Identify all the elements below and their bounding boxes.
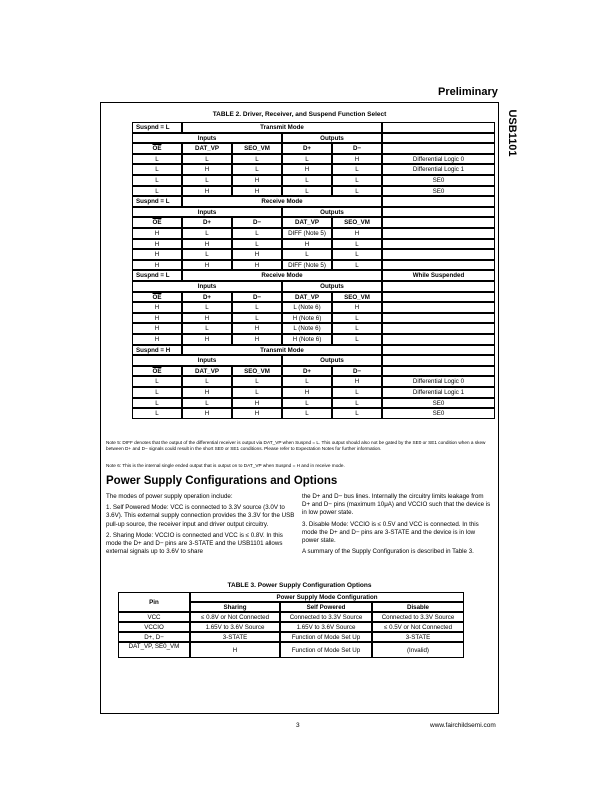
item-disable: 3. Disable Mode: VCCIO is ≤ 0.5V and VCC is connected. In this mode the D+ and D− pins are 3-STATE and the device is in low power state. xyxy=(302,520,479,545)
table-cell: L xyxy=(282,186,332,197)
table-cell: L xyxy=(332,408,382,419)
table-cell: DIFF (Note 5) xyxy=(282,260,332,271)
table-cell: H xyxy=(232,175,282,186)
column-header: $\overline{OE}$ xyxy=(132,143,182,154)
table-cell: H xyxy=(182,313,232,324)
table-cell: L xyxy=(332,260,382,271)
mode-extra-cell: While Suspended xyxy=(382,270,495,281)
table-cell: H xyxy=(332,302,382,313)
table-cell: Function of Mode Set Up xyxy=(280,642,372,658)
summary-text: A summary of the Supply Configuration is described in Table 3. xyxy=(302,548,474,556)
inputs-header: Inputs xyxy=(132,355,282,366)
table-cell: ≤ 0.8V or Not Connected xyxy=(190,612,280,622)
table-cell: SE0 xyxy=(382,408,495,419)
table-cell: VCC xyxy=(118,612,190,622)
side-title xyxy=(505,103,519,163)
table-cell: L xyxy=(132,186,182,197)
column-header: D+ xyxy=(282,366,332,377)
table-cell: L xyxy=(282,408,332,419)
table-cell: L xyxy=(332,334,382,345)
column-header: Self Powered xyxy=(280,602,372,612)
item-sharing: 2. Sharing Mode: VCCIO is connected and VCC is ≤ 0.8V. In this mode the D+ and D− pins are 3-STATE and the USB1101 allows external signals up to 3.6V to share xyxy=(106,531,283,556)
table2-title: TABLE 2. Driver, Receiver, and Suspend Function Select xyxy=(212,111,387,118)
table-cell: L xyxy=(132,398,182,409)
table-cell: H xyxy=(232,186,282,197)
column-header: $\overline{OE}$ xyxy=(132,292,182,303)
table-cell: H xyxy=(232,398,282,409)
table-cell: Differential Logic 0 xyxy=(382,154,495,165)
outputs-header: Outputs xyxy=(282,207,382,218)
table-cell: H xyxy=(332,228,382,239)
table-cell: H xyxy=(182,164,232,175)
table-cell: L xyxy=(132,154,182,165)
table-cell: H xyxy=(282,387,332,398)
table-cell: SE0 xyxy=(382,186,495,197)
table-cell: H xyxy=(132,302,182,313)
table-cell: L xyxy=(132,387,182,398)
table-cell: H xyxy=(282,164,332,175)
table-cell: 1.65V to 3.6V Source xyxy=(190,622,280,632)
table-cell: Differential Logic 1 xyxy=(382,387,495,398)
table-cell: H xyxy=(132,228,182,239)
table-cell: H xyxy=(182,408,232,419)
table-cell: ≤ 0.5V or Not Connected xyxy=(372,622,464,632)
mode-extra-cell xyxy=(382,345,495,356)
table-cell: H xyxy=(332,154,382,165)
blank-cell xyxy=(382,207,495,218)
column-header xyxy=(382,292,495,303)
table-cell: L xyxy=(232,387,282,398)
table-cell: L xyxy=(232,239,282,250)
table-cell: H xyxy=(232,334,282,345)
column-header: DAT_VP xyxy=(282,217,332,228)
column-header: SEO_VM xyxy=(232,143,282,154)
table-cell xyxy=(382,323,495,334)
table-cell: H (Note 6) xyxy=(282,334,332,345)
table-cell xyxy=(382,313,495,324)
inputs-header: Inputs xyxy=(132,281,282,292)
column-header: SEO_VM xyxy=(332,217,382,228)
table-cell: 1.65V to 3.6V Source xyxy=(280,622,372,632)
column-header: DAT_VP xyxy=(282,292,332,303)
side-title-text: USB1101 xyxy=(506,109,518,157)
table-cell: L xyxy=(282,249,332,260)
section-heading: Power Supply Configurations and Options xyxy=(106,475,338,487)
table-cell: H xyxy=(232,260,282,271)
inputs-header: Inputs xyxy=(132,207,282,218)
mode-label-cell: Suspnd = L xyxy=(132,122,182,133)
inputs-header: Inputs xyxy=(132,133,282,144)
table-cell: 3-STATE xyxy=(372,632,464,642)
table-cell: L xyxy=(332,387,382,398)
table-cell: H xyxy=(182,239,232,250)
column-header: D− xyxy=(232,217,282,228)
table-cell: 3-STATE xyxy=(190,632,280,642)
outputs-header: Outputs xyxy=(282,133,382,144)
pin-header: Pin xyxy=(118,592,190,612)
table-cell xyxy=(382,302,495,313)
table-cell: L xyxy=(132,376,182,387)
table-cell xyxy=(382,239,495,250)
table-cell: L xyxy=(232,164,282,175)
column-header: D+ xyxy=(282,143,332,154)
note-5: Note 5: DIFF denotes that the output of the differential receiver is output via DAT_VP when Suspnd = L. This output should also not be gated by the SE0 or SE1 condition when a skew between D+ and D− signals could result in the short SE0 or SE1 conditions. Please refer to Expectation Notes for further information. xyxy=(106,440,486,452)
table-cell: L xyxy=(182,249,232,260)
table-cell: DIFF (Note 5) xyxy=(282,228,332,239)
table-cell: D+, D− xyxy=(118,632,190,642)
outputs-header: Outputs xyxy=(282,281,382,292)
table-cell: Differential Logic 0 xyxy=(382,376,495,387)
table-cell: H xyxy=(232,249,282,260)
table-cell: L xyxy=(282,175,332,186)
table-cell: L xyxy=(182,376,232,387)
footer-url: www.fairchildsemi.com xyxy=(430,722,496,729)
table-cell: L xyxy=(182,154,232,165)
table-cell: L xyxy=(332,398,382,409)
column-header xyxy=(382,143,495,154)
table-cell: H xyxy=(132,260,182,271)
table-cell: L xyxy=(332,175,382,186)
table-cell xyxy=(382,249,495,260)
table-cell: SE0 xyxy=(382,398,495,409)
table-cell: L xyxy=(332,186,382,197)
column-header: D+ xyxy=(182,292,232,303)
table-cell xyxy=(382,334,495,345)
mode-cell: Transmit Mode xyxy=(182,122,382,133)
mode-extra-cell xyxy=(382,196,495,207)
table-cell: (Invalid) xyxy=(372,642,464,658)
column-header: D− xyxy=(332,143,382,154)
table-cell: L xyxy=(182,302,232,313)
column-header xyxy=(382,366,495,377)
table-cell: H xyxy=(132,334,182,345)
table-cell xyxy=(382,260,495,271)
column-header: $\overline{OE}$ xyxy=(132,217,182,228)
sharing-continued: the D+ and D− bus lines. Internally the circuitry limits leakage from D+ and D− pins (maximum 10μA) and VCCIO such that the device is in low power state. xyxy=(302,493,491,517)
blank-cell xyxy=(382,355,495,366)
table-cell: H xyxy=(132,239,182,250)
table-cell: H xyxy=(332,376,382,387)
table-cell: H xyxy=(182,260,232,271)
table-cell: L xyxy=(332,249,382,260)
table-cell: L xyxy=(182,228,232,239)
table-cell: L xyxy=(132,164,182,175)
mode-extra-cell xyxy=(382,122,495,133)
table-cell: SE0 xyxy=(382,175,495,186)
table-cell: H xyxy=(182,186,232,197)
table-cell: L xyxy=(232,228,282,239)
blank-cell xyxy=(382,281,495,292)
column-header: SEO_VM xyxy=(332,292,382,303)
table-cell: L xyxy=(282,154,332,165)
note-6: Note 6: This is the internal single ended output that is output on to DAT_VP when Suspnd = H and in receive mode. xyxy=(106,463,345,468)
table-cell: L xyxy=(232,302,282,313)
table-cell: Connected to 3.3V Source xyxy=(372,612,464,622)
column-header: D− xyxy=(232,292,282,303)
table-cell: L (Note 6) xyxy=(282,323,332,334)
table-cell: H xyxy=(232,408,282,419)
table-cell: Connected to 3.3V Source xyxy=(280,612,372,622)
mode-label-cell: Suspnd = L xyxy=(132,196,182,207)
column-header: Sharing xyxy=(190,602,280,612)
column-header: Disable xyxy=(372,602,464,612)
right-column xyxy=(302,493,492,556)
table-cell: H xyxy=(132,313,182,324)
intro-text: The modes of power supply operation include: xyxy=(106,493,233,500)
item-self-powered: 1. Self Powered Mode: VCC is connected to 3.3V source (3.0V to 3.6V). This external supply connection provides the 3.3V for the USB pull-up source, the receiver input and driver output circuitry. xyxy=(106,504,295,528)
group-header: Power Supply Mode Configuration xyxy=(190,592,464,602)
outputs-header: Outputs xyxy=(282,355,382,366)
table-cell: VCCIO xyxy=(118,622,190,632)
column-header: SEO_VM xyxy=(232,366,282,377)
left-column xyxy=(106,493,296,556)
table-cell: L xyxy=(282,376,332,387)
blank-cell xyxy=(382,133,495,144)
page-number: 3 xyxy=(296,722,300,729)
mode-cell: Receive Mode xyxy=(182,270,382,281)
table-cell: L (Note 6) xyxy=(282,302,332,313)
table-cell: L xyxy=(132,408,182,419)
table-cell: L xyxy=(182,175,232,186)
table3-title: TABLE 3. Power Supply Configuration Options xyxy=(227,582,372,589)
table-cell: L xyxy=(232,313,282,324)
table-cell: L xyxy=(182,398,232,409)
table-cell: L xyxy=(332,164,382,175)
table-cell: H xyxy=(232,323,282,334)
mode-label-cell: Suspnd = L xyxy=(132,270,182,281)
table-cell: H xyxy=(182,334,232,345)
table-cell: H xyxy=(132,249,182,260)
table-cell: L xyxy=(332,239,382,250)
column-header: D− xyxy=(332,366,382,377)
table-cell: L xyxy=(282,398,332,409)
table-cell: H (Note 6) xyxy=(282,313,332,324)
table-cell: Function of Mode Set Up xyxy=(280,632,372,642)
table-cell: L xyxy=(332,313,382,324)
table-cell: L xyxy=(232,376,282,387)
table-cell: H xyxy=(282,239,332,250)
table-cell: H xyxy=(132,323,182,334)
table-cell: H xyxy=(190,642,280,658)
table-cell: L xyxy=(132,175,182,186)
table-cell: H xyxy=(182,387,232,398)
table-cell: DAT_VP, SE0_VM xyxy=(118,642,190,658)
column-header: D+ xyxy=(182,217,232,228)
column-header: $\overline{OE}$ xyxy=(132,366,182,377)
column-header: DAT_VP xyxy=(182,366,232,377)
preliminary-label: Preliminary xyxy=(438,86,498,98)
table-cell: L xyxy=(332,323,382,334)
column-header: DAT_VP xyxy=(182,143,232,154)
mode-cell: Receive Mode xyxy=(182,196,382,207)
mode-cell: Transmit Mode xyxy=(182,345,382,356)
column-header xyxy=(382,217,495,228)
table-cell: L xyxy=(232,154,282,165)
table-cell xyxy=(382,228,495,239)
table-cell: Differential Logic 1 xyxy=(382,164,495,175)
mode-label-cell: Suspnd = H xyxy=(132,345,182,356)
table-cell: L xyxy=(182,323,232,334)
